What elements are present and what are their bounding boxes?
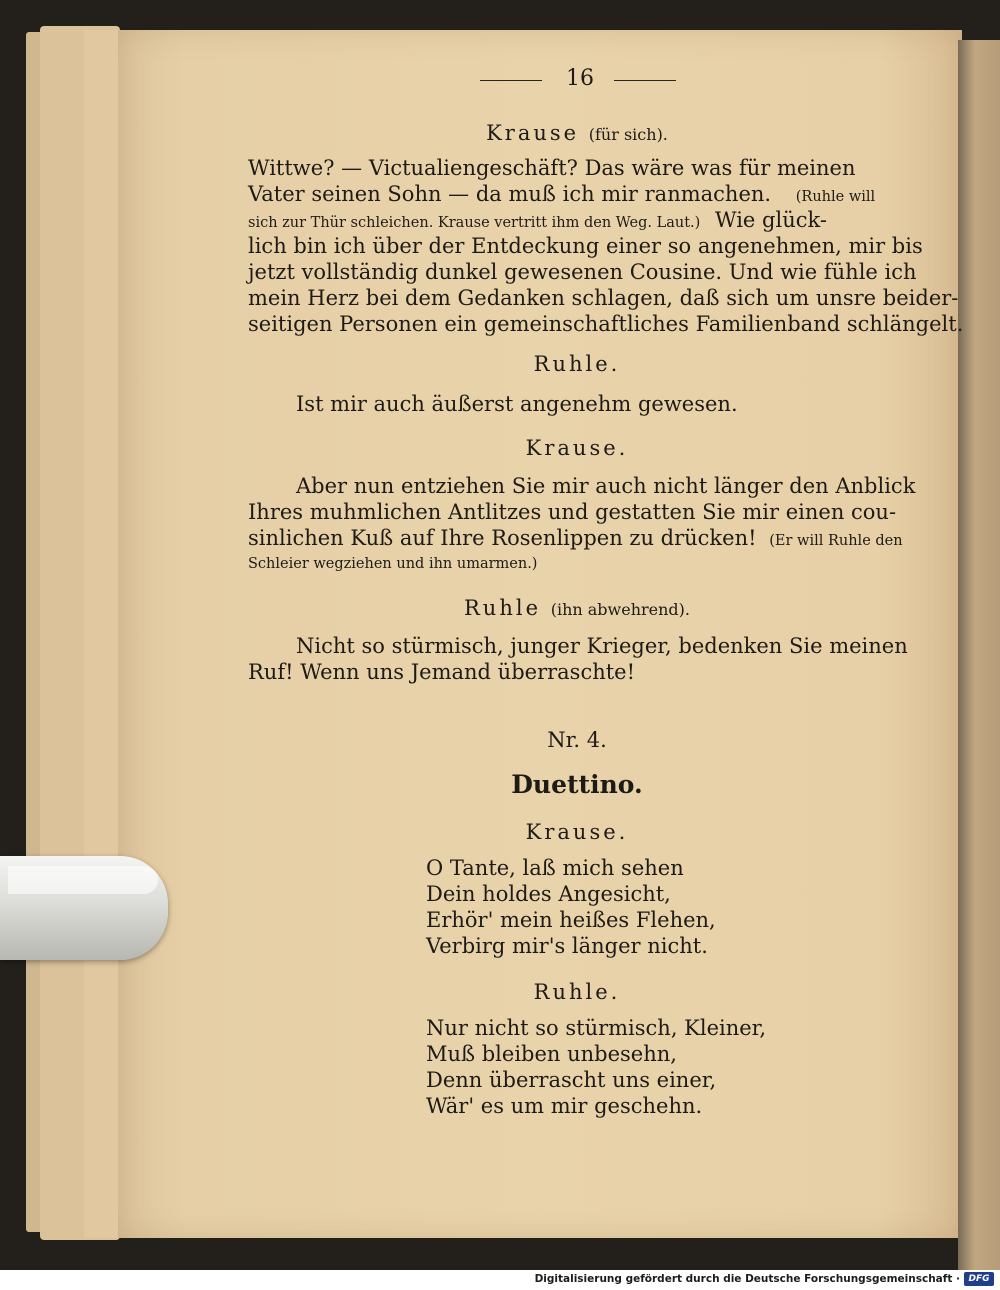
speaker-heading: Krause.: [525, 436, 629, 460]
verse-line: Dein holdes Angesicht,: [426, 882, 671, 906]
verse-line: Muß bleiben unbesehn,: [426, 1042, 677, 1066]
text-line: Aber nun entziehen Sie mir auch nicht länger den Anblick: [296, 474, 916, 498]
text-line: [248, 182, 875, 206]
text-line: [248, 526, 903, 550]
text-span: Wie glück-: [715, 208, 827, 232]
stage-direction: (Er will Ruhle den: [769, 533, 903, 549]
verse-line: Nur nicht so stürmisch, Kleiner,: [426, 1016, 767, 1040]
dfg-logo-label: DFG: [968, 1274, 990, 1284]
stage-direction: (ihn abwehrend).: [550, 600, 690, 619]
stage-direction: sich zur Thür schleichen. Krause vertritt ihm den Weg. Laut.): [248, 215, 701, 231]
speaker-heading: [246, 596, 908, 620]
section-title: Duettino.: [511, 770, 643, 799]
page-number: 16: [566, 66, 594, 91]
text-line: Ruf! Wenn uns Jemand überraschte!: [248, 660, 636, 684]
text-span: sinlichen Kuß auf Ihre Rosenlippen zu drücken!: [248, 526, 757, 550]
verse-line: Wär' es um mir geschehn.: [426, 1094, 703, 1118]
text-span: Vater seinen Sohn — da muß ich mir ranmachen.: [248, 182, 772, 206]
speaker-name: Krause: [486, 121, 580, 145]
verse-line: O Tante, laß mich sehen: [426, 856, 684, 880]
stage-direction: Schleier wegziehen und ihn umarmen.): [248, 556, 538, 572]
text-line: Nicht so stürmisch, junger Krieger, bedenken Sie meinen: [296, 634, 908, 658]
page-clip-highlight: [8, 866, 158, 894]
speaker-heading: Krause.: [525, 820, 629, 844]
text-line: jetzt vollständig dunkel gewesenen Cousine. Und wie fühle ich: [248, 260, 917, 284]
verse-line: Verbirg mir's länger nicht.: [426, 934, 708, 958]
text-line: seitigen Personen ein gemeinschaftliches Familienband schlängelt.: [248, 312, 964, 336]
speaker-name: Ruhle: [464, 596, 542, 620]
verse-line: Erhör' mein heißes Flehen,: [426, 908, 716, 932]
text-line: [248, 208, 827, 232]
text-line: Ist mir auch äußerst angenehm gewesen.: [296, 392, 738, 416]
text-line: lich bin ich über der Entdeckung einer so angenehmen, mir bis: [248, 234, 923, 258]
text-line: Ihres muhmlichen Antlitzes und gestatten Sie mir einen cou-: [248, 500, 897, 524]
text-line: mein Herz bei dem Gedanken schlagen, daß sich um unsre beider-: [248, 286, 959, 310]
speaker-heading: Ruhle.: [533, 352, 621, 376]
speaker-heading: Ruhle.: [533, 980, 621, 1004]
number-heading: Nr. 4.: [547, 728, 607, 752]
stage-direction: (für sich).: [588, 125, 668, 144]
funding-note: Digitalisierung gefördert durch die Deutsche Forschungsgemeinschaft ·: [534, 1273, 960, 1285]
stage-direction: (Ruhle will: [795, 189, 876, 205]
verse-line: Denn überrascht uns einer,: [426, 1068, 717, 1092]
speaker-heading: [246, 121, 908, 145]
book-gutter: [958, 40, 1000, 1270]
text-line: Wittwe? — Victualiengeschäft? Das wäre was für meinen: [248, 156, 856, 180]
header-rule-right: [614, 80, 676, 81]
